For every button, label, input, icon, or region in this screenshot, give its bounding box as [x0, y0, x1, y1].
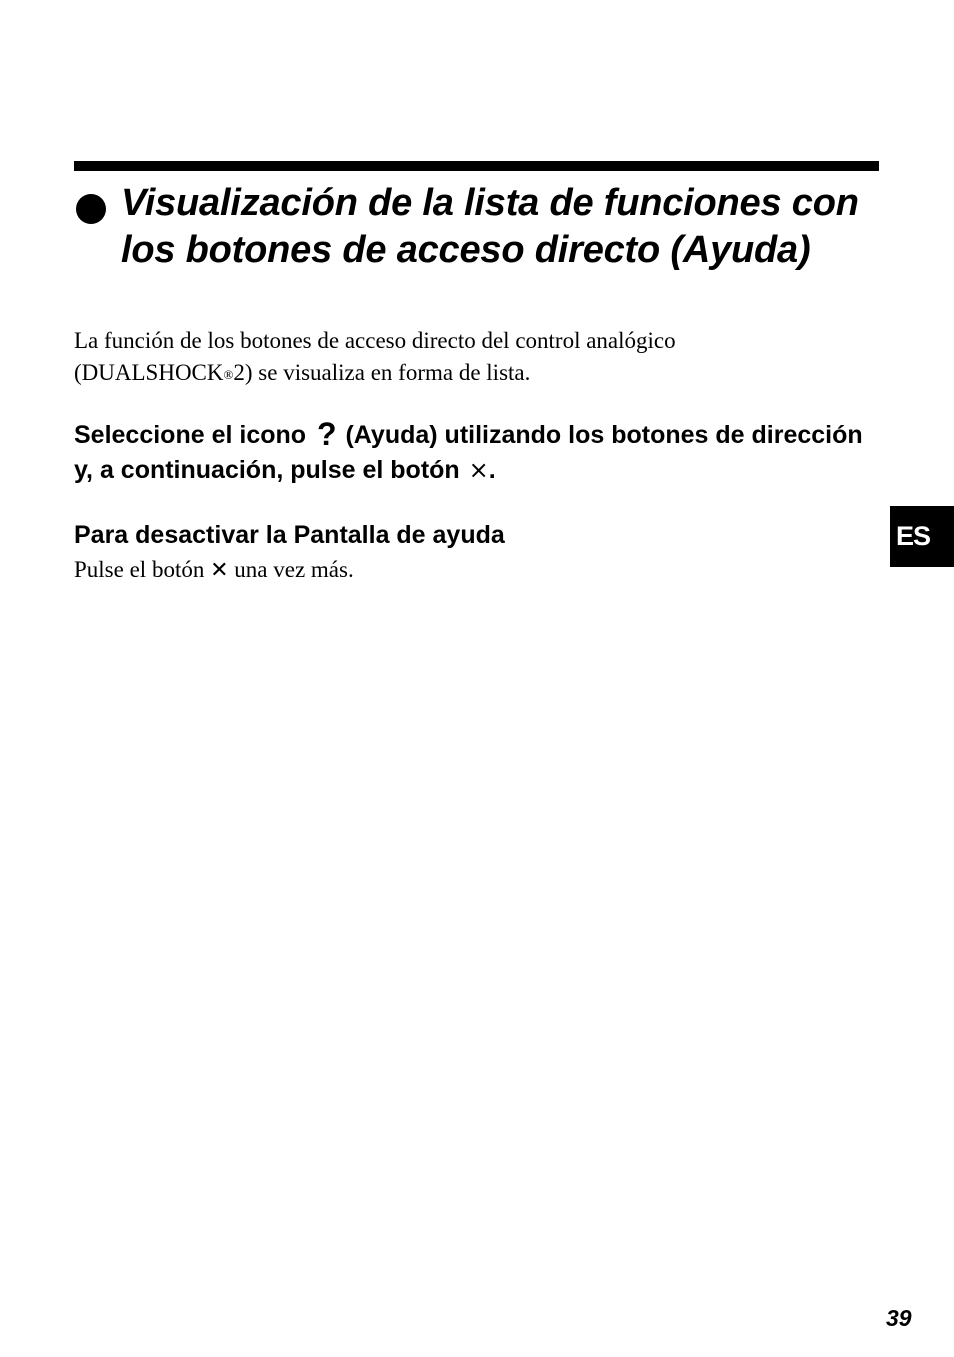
- language-tab: ES: [890, 506, 954, 567]
- page-title: Visualización de la lista de funciones con los botones de acceso directo (Ayuda): [121, 182, 859, 271]
- top-rule: [74, 161, 879, 171]
- intro-text-start: La función de los botones de acceso directo del control analógico (DUALSHOCK: [74, 328, 676, 385]
- step-instruction: [74, 418, 874, 488]
- subsection-heading: Para desactivar la Pantalla de ayuda: [74, 521, 505, 549]
- subsection-text-end: una vez más.: [228, 557, 354, 582]
- step-text-end: .: [488, 456, 496, 484]
- subsection-text: [74, 555, 354, 586]
- intro-text-end: 2) se visualiza en forma de lista.: [233, 360, 531, 385]
- cross-button-icon: ✕: [210, 558, 229, 583]
- intro-paragraph: [74, 325, 834, 391]
- section-title-block: [74, 180, 884, 274]
- cross-button-icon: ×: [468, 456, 489, 484]
- step-text-middle: (Ayuda) utilizando los botones de dirección y, a continuación, pulse el botón: [74, 421, 863, 484]
- subsection-text-start: Pulse el botón: [74, 557, 211, 582]
- question-mark-icon: ?: [316, 416, 337, 452]
- filled-circle-icon: [76, 194, 106, 224]
- step-text-start: Seleccione el icono: [74, 421, 313, 449]
- registered-mark: ®: [223, 367, 234, 382]
- page-number: 39: [886, 1305, 912, 1331]
